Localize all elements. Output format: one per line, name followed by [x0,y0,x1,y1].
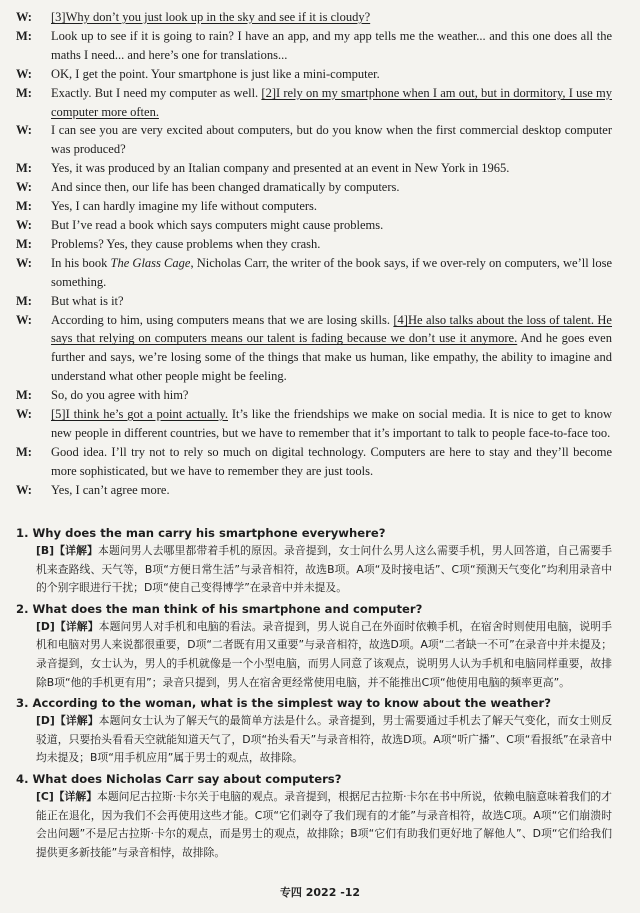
text-segment: Yes, I can hardly imagine my life without computers. [51,199,318,214]
speaker-label: W: [16,482,32,497]
speaker-label: W: [16,10,32,24]
dialogue-line [16,405,612,443]
speaker-label: M: [16,161,32,176]
dialogue-line [16,121,612,159]
questions-section [16,524,612,864]
speaker-label: W: [16,180,32,195]
text-segment: It’s like the friendships we make on social media. It is nice to get to know new people in different countries, but we have to remember that it’s important to talk to people face-to-face too. [51,407,612,440]
dialogue-text [51,8,612,27]
dialogue-text [51,235,612,254]
dialogue-text [51,311,612,387]
speaker-label: W: [16,123,32,138]
text-segment: , Nicholas Carr, the writer of the book says, if we over-rely on computers, we’ll lose something. [51,255,613,289]
dialogue-line [16,178,612,197]
answer-explanation [36,712,612,768]
underlined-answer-text: [3]Why don’t you just look up in the sky and see if it is cloudy? [51,10,371,24]
answer-tag: [C]【详解】 [36,789,98,803]
page-footer: 专四 2022 -12 [279,886,361,899]
text-segment: And he goes even further and says, we’re losing some of the things that make us human, like empathy, the ability to imagine and understand what other people might be feeling. [51,331,612,384]
explanation-text: 本题问男人对手机和电脑的看法。录音提到，男人说自己在外面时依赖手机，在宿舍时则使用电脑，说明手机和电脑对男人来说都很重要，D项“二者既有用又重要”与录音相符，故选D项。A项“二者缺一不可”在录音中并未提及；录音提到，女士认为，男人的手机就像是一个小型电脑，而男人同意了该观点，说明男人认为手机和电脑同样重要，故排除B项“他的手机更有用”；录音只提到，男人在宿舍更经常使用电脑，并不能推出C项“他使用电脑的频率更高”。 [36,619,612,689]
speaker-label: M: [16,293,32,308]
dialogue-text [51,65,612,84]
speaker-label: W: [16,407,32,422]
dialogue-text [51,254,612,292]
dialogue-text [51,405,612,443]
text-segment: Look up to see if it is going to rain? I have an app, and my app tells me the weather... and this one does all the maths I need... and here’s one for translations... [51,28,612,62]
speaker-label: M: [16,28,32,43]
book-title: The Glass Cage [110,255,191,270]
question-title: 2. What does the man think of his smartphone and computer? [16,601,423,616]
speaker-label: W: [16,66,32,81]
text-segment: But what is it? [51,293,124,308]
text-segment: In his book [51,255,111,270]
dialogue-text [51,292,612,311]
speaker-label: M: [16,388,32,403]
dialogue-line [16,8,612,27]
speaker-label: M: [16,85,32,100]
text-segment: Problems? Yes, they cause problems when they crash. [51,236,321,251]
text-segment: Good idea. I’ll try not to rely so much on digital technology. Computers are here to stay and they’ll become more sophisticated, but we have to remember they are just tools. [51,444,612,478]
answer-explanation [36,542,612,598]
text-segment: Exactly. But I need my computer as well. [51,85,262,100]
dialogue-line [16,65,612,84]
dialogue-text [51,386,612,405]
dialogue-transcript [16,8,612,500]
text-segment: Yes, it was produced by an Italian company and presented at an event in New York in 1965. [51,161,510,176]
explanation-text: 本题问女士认为了解天气的最简单方法是什么。录音提到，男士需要通过手机去了解天气变化，而女士则反驳道，只要抬头看看天空就能知道天气了，D项“抬头看天”与录音相符，故选D项。A项“听广播”、C项“看报纸”在录音中均未提及；B项“用手机应用”属于男士的观点，故排除。 [36,714,612,765]
text-segment: Yes, I can’t agree more. [51,482,170,497]
dialogue-line [16,481,612,500]
dialogue-line [16,292,612,311]
dialogue-line [16,235,612,254]
dialogue-line [16,254,612,292]
text-segment: So, do you agree with him? [51,388,189,403]
dialogue-line [16,197,612,216]
dialogue-line [16,84,612,122]
explanation-text: 本题问男人去哪里都带着手机的原因。录音提到，女士问什么男人这么需要手机，男人回答道，自己需要手机来查路线、天气等，B项“方便日常生活”与录音相符，故选B项。A项“及时接电话”、C项“预测天气变化”均利用录音中的个别字眼进行干扰；D项“使自己变得博学”在录音中并未提及。 [36,544,612,595]
dialogue-line [16,27,612,65]
underlined-answer-text: [4]He also talks about the loss of talent. He says that relying on computers means our talent is fading because we don’t use it anymore. [51,312,612,346]
question-title: 3. According to the woman, what is the simplest way to know about the weather? [16,696,551,711]
speaker-label: M: [16,236,32,251]
speaker-label: M: [16,444,32,459]
dialogue-text [51,121,612,159]
text-segment: According to him, using computers means that we are losing skills. [51,312,394,327]
text-segment: But I’ve read a book which says computers might cause problems. [51,217,384,232]
answer-tag: [D]【详解】 [36,619,99,633]
dialogue-line [16,443,612,481]
answer-tag: [B]【详解】 [36,544,98,557]
speaker-label: W: [16,255,32,270]
speaker-label: W: [16,312,32,327]
text-segment: OK, I get the point. Your smartphone is just like a mini-computer. [51,66,380,81]
underlined-answer-text: [2]I rely on my smartphone when I am out, but in dormitory, I use my computer more often. [51,85,613,119]
dialogue-line [16,216,612,235]
answer-tag: [D]【详解】 [36,714,99,728]
speaker-label: W: [16,217,32,232]
dialogue-text [51,27,612,65]
text-segment: And since then, our life has been changed dramatically by computers. [51,180,400,195]
dialogue-text [51,443,612,481]
dialogue-text [51,84,612,122]
dialogue-text [51,197,612,216]
speaker-label: M: [16,199,32,214]
explanation-text: 本题问尼古拉斯·卡尔关于电脑的观点。录音提到，根据尼古拉斯·卡尔在书中所说，依赖电脑意味着我们的才能正在退化，因为我们不会再使用这些才能。C项“它们剥夺了我们现有的才能”与录音相符，故选C项。A项“它们崩溃时会出问题”不是尼古拉斯·卡尔的观点，而是男士的观点，故排除；B项“它们有助我们更好地了解他人”、D项“它们给我们提供更多新技能”与录音相悖，故排除。 [36,789,612,859]
dialogue-text [51,481,612,500]
dialogue-text [51,216,612,235]
dialogue-text [51,178,612,197]
dialogue-line [16,159,612,178]
underlined-answer-text: [5]I think he’s got a point actually. [51,407,228,422]
dialogue-line [16,311,612,387]
text-segment: I can see you are very excited about computers, but do you know when the first commercial desktop computer was produced? [51,123,612,157]
answer-explanation [36,618,612,692]
question-title: 1. Why does the man carry his smartphone everywhere? [16,526,386,540]
dialogue-line [16,386,612,405]
question-title: 4. What does Nicholas Carr say about computers? [16,771,342,786]
answer-explanation [36,788,612,862]
dialogue-text [51,159,612,178]
